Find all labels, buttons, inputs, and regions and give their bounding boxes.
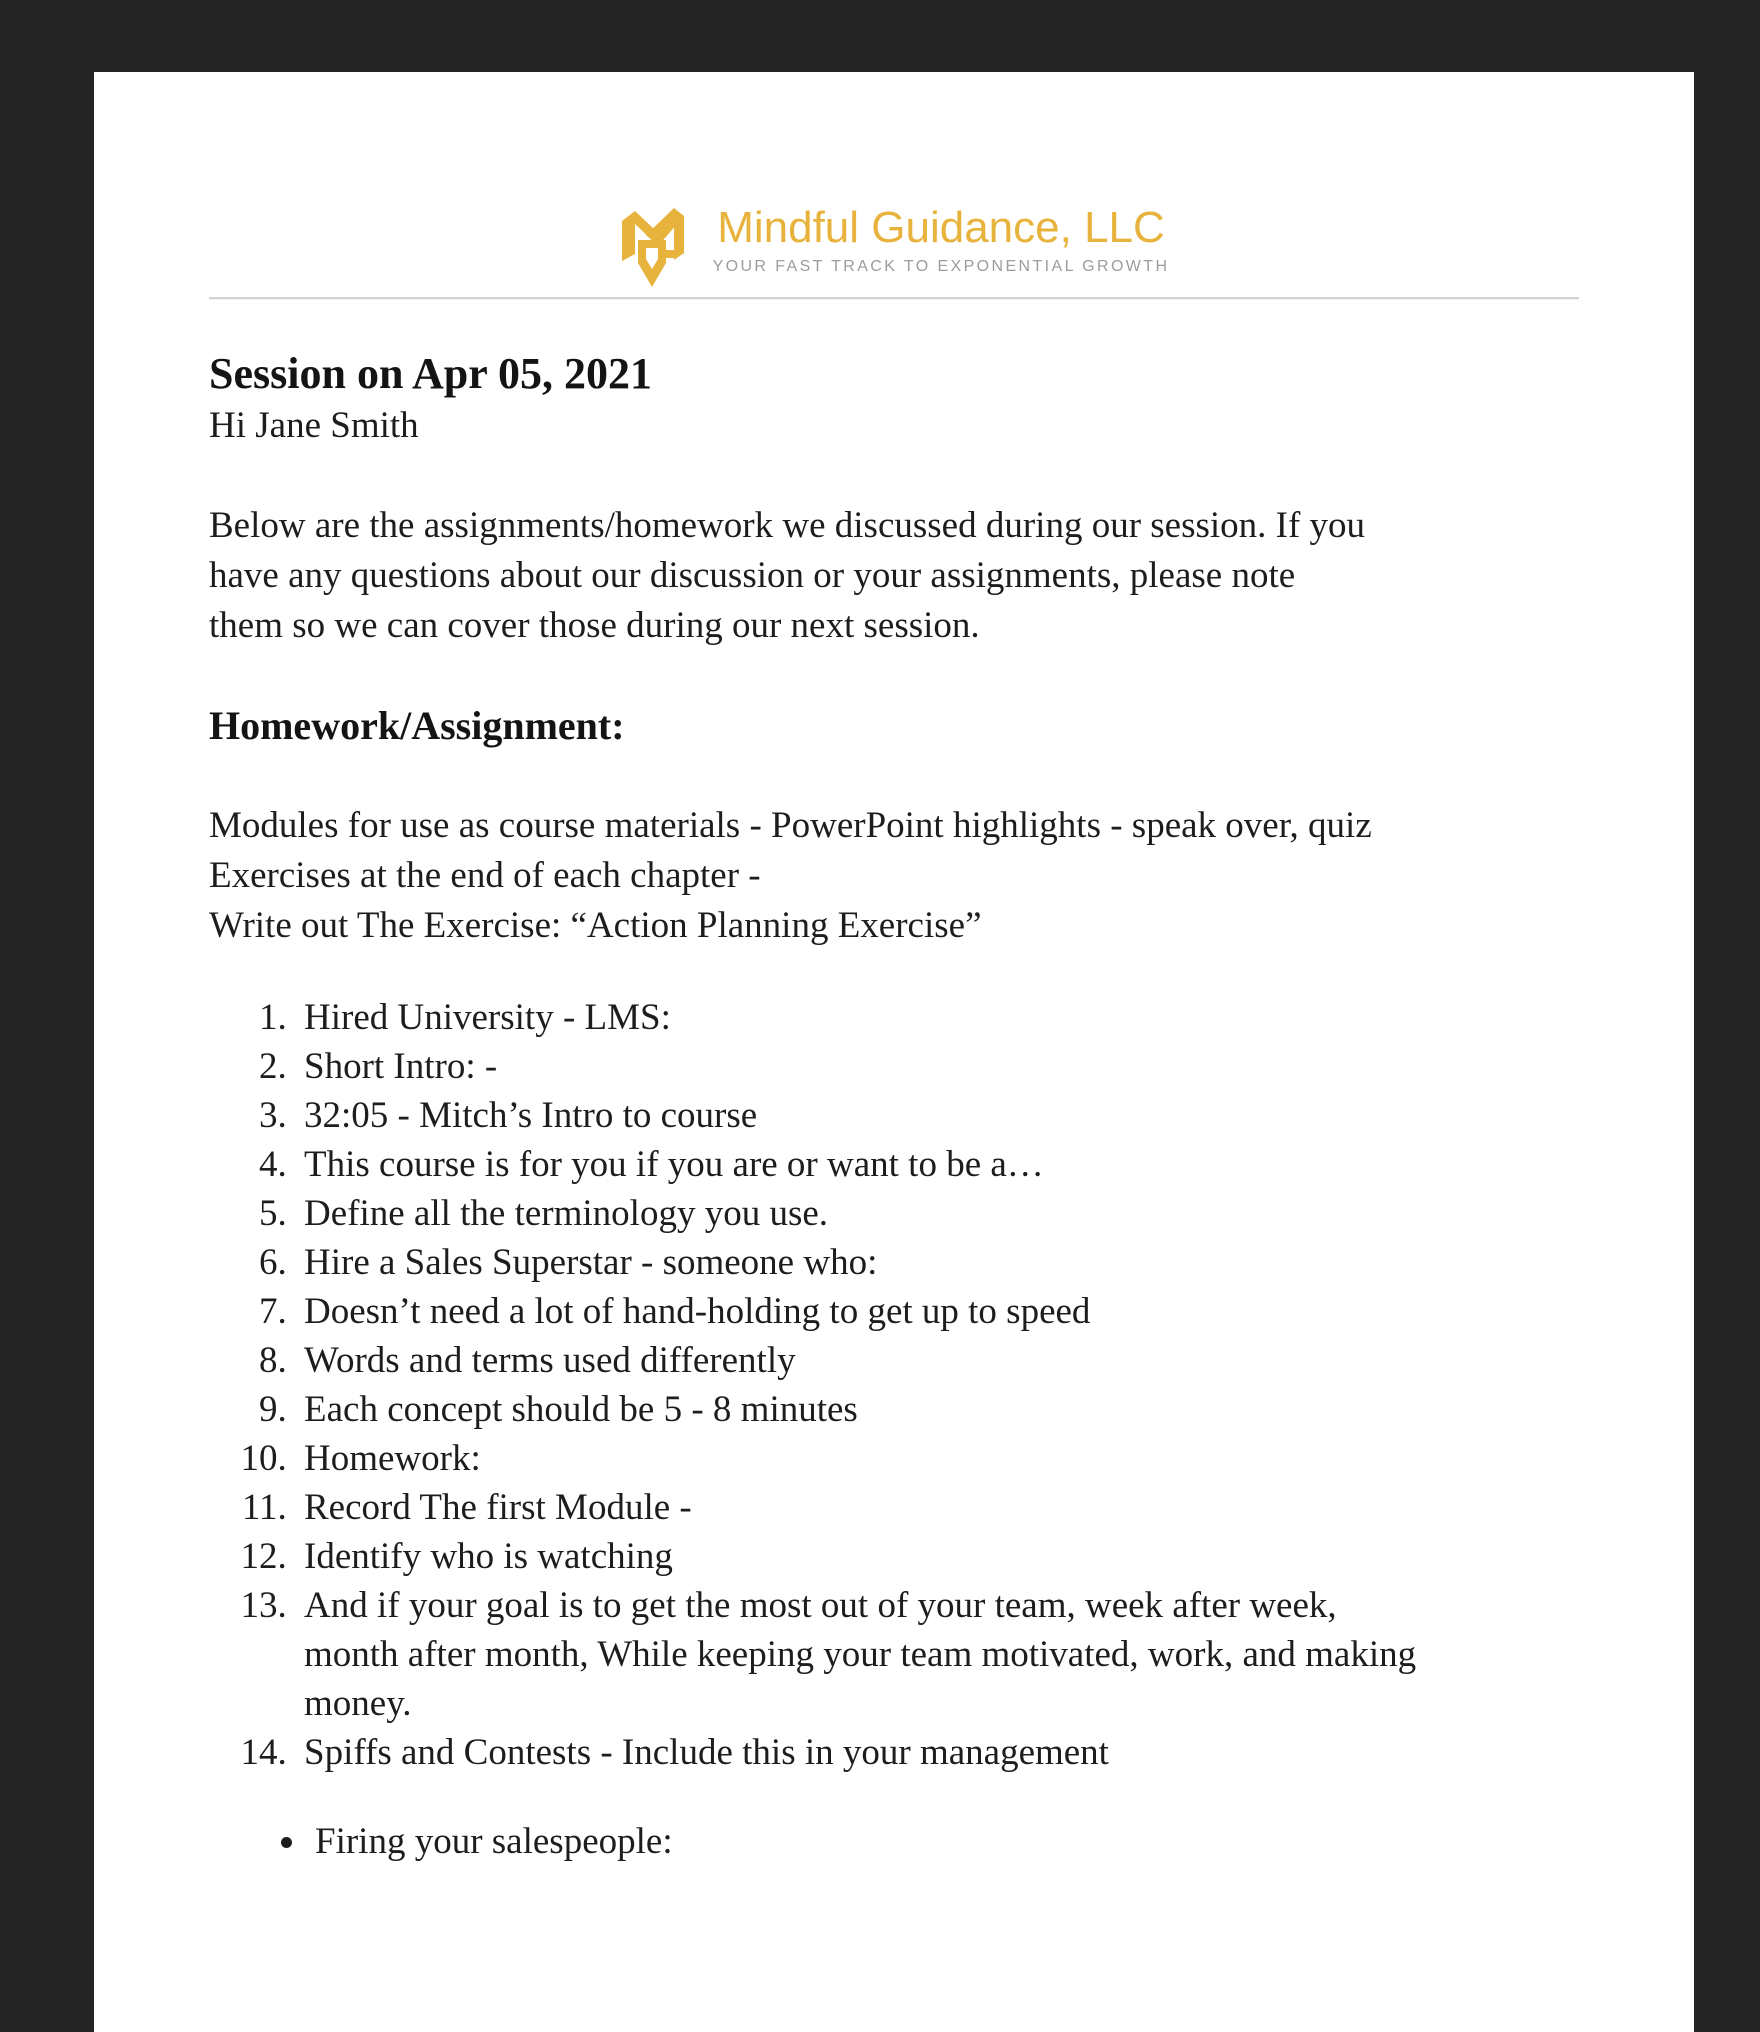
assignment-item: 11. Record The first Module - [296, 1483, 1579, 1532]
mg-monogram-icon [619, 202, 695, 288]
assignment-item: 14. Spiffs and Contests - Include this in your management [296, 1728, 1579, 1777]
assignment-item: 8. Words and terms used differently [296, 1336, 1579, 1385]
assignment-item-line: month after month, While keeping your team motivated, work, and making [304, 1634, 1417, 1675]
header-divider [209, 297, 1579, 299]
session-title: Session on Apr 05, 2021 [209, 349, 652, 398]
intro-line: Below are the assignments/homework we discussed during our session. If you [209, 505, 1366, 546]
assignment-item: 5. Define all the terminology you use. [296, 1189, 1579, 1238]
assignment-item: 7. Doesn’t need a lot of hand-holding to get up to speed [296, 1287, 1579, 1336]
assignment-item: 1. Hired University - LMS: [296, 993, 1579, 1042]
assignment-item: 6. Hire a Sales Superstar - someone who: [296, 1238, 1579, 1287]
homework-heading: Homework/Assignment: [209, 703, 625, 748]
company-logo [209, 202, 1579, 288]
modules-line: Exercises at the end of each chapter - [209, 855, 761, 896]
assignment-item [296, 1581, 1579, 1728]
sub-bullet-item: • Firing your salespeople: [309, 1817, 1579, 1866]
modules-paragraph [209, 801, 1579, 951]
sub-bullet-list [209, 1817, 1579, 1866]
logo-text [713, 202, 1170, 276]
intro-paragraph [209, 501, 1579, 651]
assignment-list [209, 993, 1579, 1777]
brand-name: Mindful Guidance, LLC [717, 203, 1165, 252]
modules-line: Write out The Exercise: “Action Planning Exercise” [209, 905, 982, 946]
assignment-item: 12. Identify who is watching [296, 1532, 1579, 1581]
document-page [94, 72, 1694, 2032]
modules-line: Modules for use as course materials - PowerPoint highlights - speak over, quiz [209, 805, 1372, 846]
greeting: Hi Jane Smith [209, 405, 419, 446]
letterhead [209, 202, 1579, 299]
intro-line: have any questions about our discussion or your assignments, please note [209, 555, 1296, 596]
assignment-item-line: 13. And if your goal is to get the most out of your team, week after week, [304, 1585, 1337, 1626]
assignment-item: 2. Short Intro: - [296, 1042, 1579, 1091]
intro-line: them so we can cover those during our next session. [209, 605, 980, 646]
assignment-item: 9. Each concept should be 5 - 8 minutes [296, 1385, 1579, 1434]
brand-tagline: YOUR FAST TRACK TO EXPONENTIAL GROWTH [712, 258, 1170, 275]
document-body [209, 347, 1579, 1866]
assignment-item: 10. Homework: [296, 1434, 1579, 1483]
assignment-item: 4. This course is for you if you are or want to be a… [296, 1140, 1579, 1189]
assignment-item-line: money. [304, 1683, 412, 1724]
assignment-item: 3. 32:05 - Mitch’s Intro to course [296, 1091, 1579, 1140]
